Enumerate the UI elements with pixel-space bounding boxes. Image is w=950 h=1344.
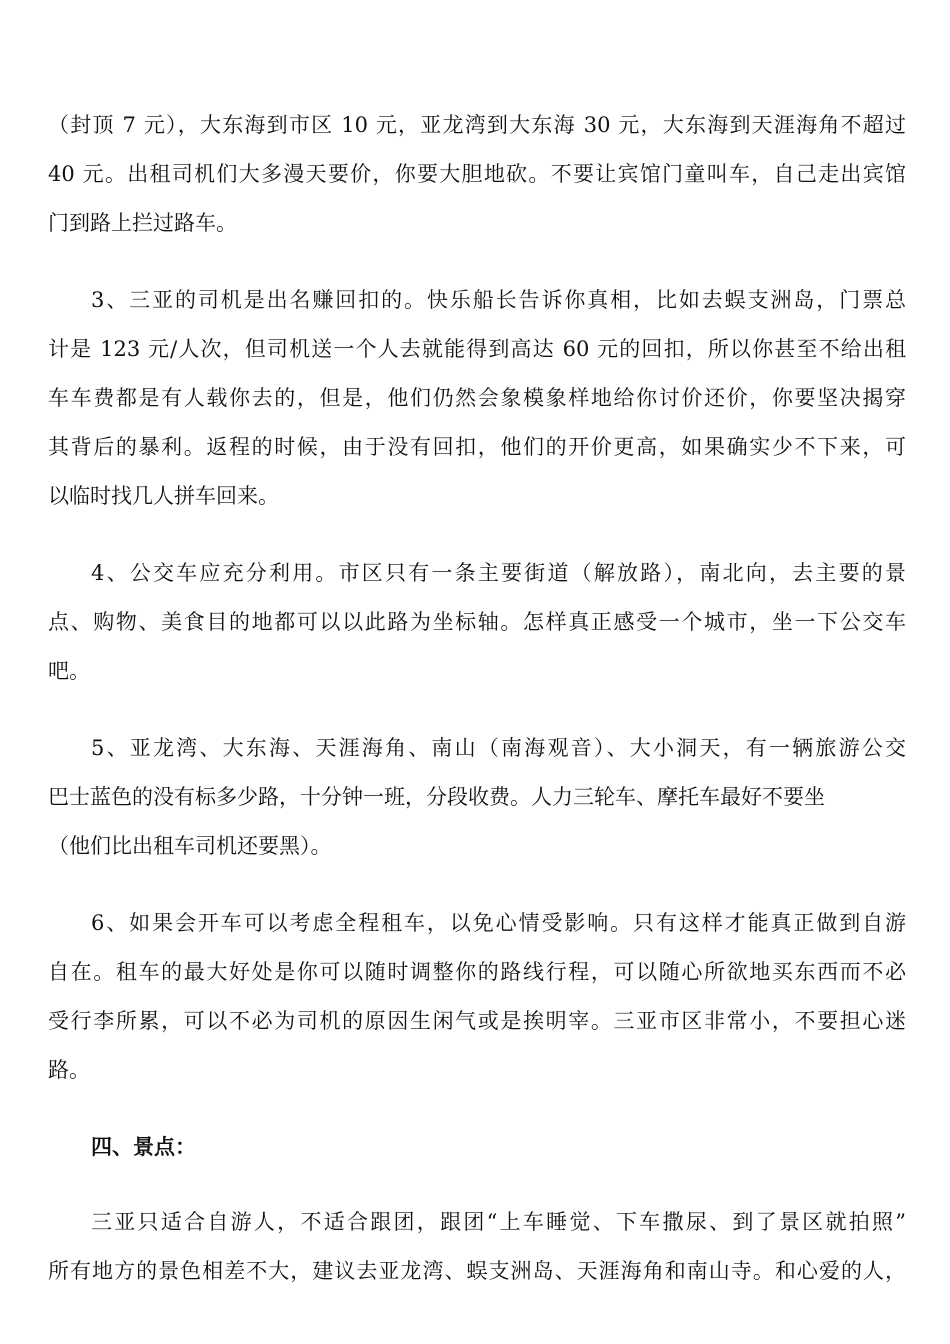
- paragraph-line: 巴士蓝色的没有标多少路，十分钟一班，分段收费。人力三轮车、摩托车最好不要坐: [48, 785, 825, 809]
- paragraph-line: 门到路上拦过路车。: [48, 211, 237, 235]
- paragraph-line: （他们比出租车司机还要黑）。: [48, 834, 332, 858]
- paragraph-line: 其背后的暴利。返程的时候，由于没有回扣，他们的开价更高，如果确实少不下来，可: [48, 435, 906, 459]
- paragraph-line: 4、公交车应充分利用。市区只有一条主要街道（解放路），南北向，去主要的景: [91, 561, 906, 585]
- section-heading-attractions: 四、景点：: [91, 1134, 196, 1159]
- paragraph-line: 受行李所累，可以不必为司机的原因生闲气或是挨明宰。三亚市区非常小，不要担心迷: [48, 1009, 906, 1033]
- paragraph-line: 点、购物、美食目的地都可以以此路为坐标轴。怎样真正感受一个城市，坐一下公交车: [48, 610, 906, 634]
- paragraph-line: 自在。租车的最大好处是你可以随时调整你的路线行程，可以随心所欲地买东西而不必: [48, 960, 906, 984]
- paragraph-line: 以临时找几人拼车回来。: [48, 484, 279, 508]
- paragraph-line: 5、亚龙湾、大东海、天涯海角、南山（南海观音）、大小洞天，有一辆旅游公交: [91, 736, 906, 760]
- paragraph-line: 所有地方的景色相差不大，建议去亚龙湾、蜈支洲岛、天涯海角和南山寺。和心爱的人，: [48, 1259, 906, 1283]
- paragraph-line: 6、如果会开车可以考虑全程租车，以免心情受影响。只有这样才能真正做到自游: [91, 911, 906, 935]
- paragraph-line: 3、三亚的司机是出名赚回扣的。快乐船长告诉你真相，比如去蜈支洲岛，门票总: [91, 288, 906, 312]
- paragraph-line: （封顶 7 元），大东海到市区 10 元，亚龙湾到大东海 30 元，大东海到天涯海角不超过: [48, 113, 906, 137]
- paragraph-line: 路。: [48, 1058, 90, 1082]
- paragraph-line: 三亚只适合自游人，不适合跟团，跟团“上车睡觉、下车撒尿、到了景区就拍照”: [91, 1210, 906, 1234]
- paragraph-line: 计是 123 元/人次，但司机送一个人去就能得到高达 60 元的回扣，所以你甚至不给出租: [48, 337, 906, 361]
- paragraph-line: 车车费都是有人载你去的，但是，他们仍然会象模象样地给你讨价还价，你要坚决揭穿: [48, 386, 906, 410]
- paragraph-line: 吧。: [48, 659, 90, 683]
- paragraph-line: 40 元。出租司机们大多漫天要价，你要大胆地砍。不要让宾馆门童叫车，自己走出宾馆: [48, 162, 906, 186]
